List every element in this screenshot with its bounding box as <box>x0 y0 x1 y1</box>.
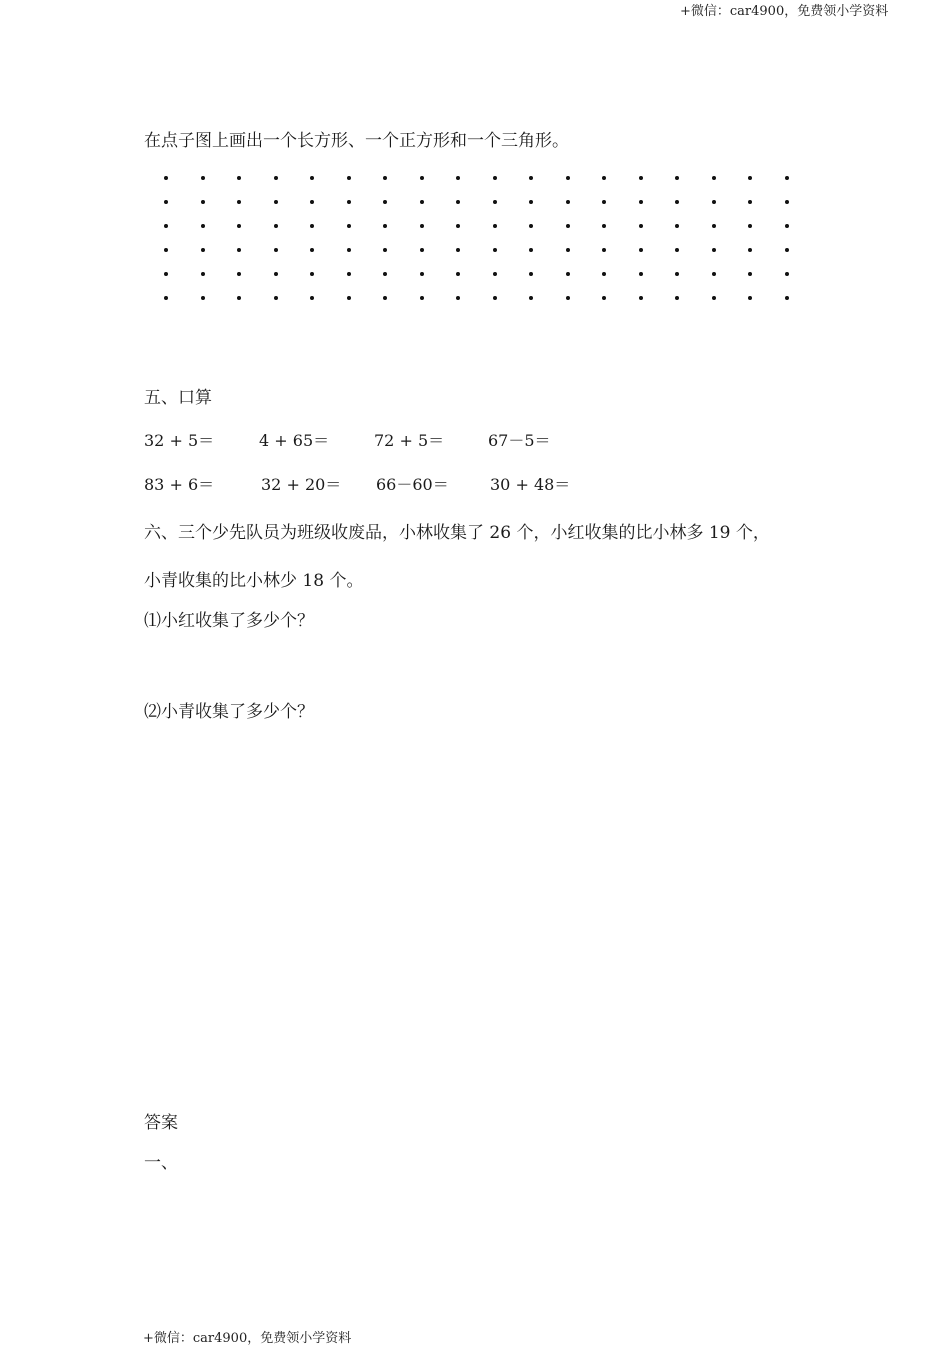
section6-question-1: ⑴小红收集了多少个？ <box>144 611 314 631</box>
grid-dot <box>420 176 424 180</box>
grid-dot <box>237 272 241 276</box>
grid-dot <box>602 224 606 228</box>
grid-dot <box>420 248 424 252</box>
grid-dot <box>164 176 168 180</box>
grid-dot <box>274 200 278 204</box>
page-footer: +微信：car4900，免费领小学资料 <box>143 1331 352 1346</box>
grid-dot <box>748 272 752 276</box>
grid-dot <box>310 248 314 252</box>
grid-dot <box>456 224 460 228</box>
math-item: 32 + 20＝ <box>261 475 342 494</box>
grid-dot <box>529 176 533 180</box>
section6-question-2: ⑵小青收集了多少个？ <box>144 702 314 722</box>
grid-dot <box>493 296 497 300</box>
grid-dot <box>164 272 168 276</box>
grid-dot <box>164 224 168 228</box>
grid-dot <box>493 224 497 228</box>
grid-dot <box>164 296 168 300</box>
grid-dot <box>237 296 241 300</box>
grid-dot <box>748 176 752 180</box>
section6-problem-line-1: 六、三个少先队员为班级收废品，小林收集了 26 个，小红收集的比小林多 19 个， <box>144 523 770 543</box>
grid-dot <box>712 224 716 228</box>
grid-dot <box>602 200 606 204</box>
grid-dot <box>748 296 752 300</box>
grid-dot <box>529 272 533 276</box>
grid-dot <box>675 176 679 180</box>
grid-dot <box>675 224 679 228</box>
grid-dot <box>675 200 679 204</box>
grid-dot <box>201 272 205 276</box>
grid-dot <box>347 248 351 252</box>
grid-dot <box>785 224 789 228</box>
grid-dot <box>566 248 570 252</box>
grid-dot <box>201 296 205 300</box>
math-item: 83 + 6＝ <box>144 475 215 494</box>
grid-dot <box>456 248 460 252</box>
grid-dot <box>602 176 606 180</box>
grid-dot <box>237 224 241 228</box>
grid-dot <box>712 200 716 204</box>
grid-dot <box>383 176 387 180</box>
grid-dot <box>420 224 424 228</box>
grid-dot <box>347 272 351 276</box>
page-header: +微信：car4900，免费领小学资料 <box>680 4 889 19</box>
section6-problem-line-2: 小青收集的比小林少 18 个。 <box>144 571 364 591</box>
grid-dot <box>493 248 497 252</box>
grid-dot <box>310 224 314 228</box>
grid-dot <box>712 296 716 300</box>
grid-dot <box>785 200 789 204</box>
grid-dot <box>639 176 643 180</box>
grid-dot <box>310 176 314 180</box>
math-item: 66－60＝ <box>376 475 449 494</box>
grid-dot <box>785 248 789 252</box>
grid-dot <box>748 224 752 228</box>
grid-dot <box>310 272 314 276</box>
grid-dot <box>529 200 533 204</box>
grid-dot <box>456 296 460 300</box>
grid-dot <box>347 176 351 180</box>
grid-dot <box>310 296 314 300</box>
grid-dot <box>493 272 497 276</box>
grid-dot <box>456 200 460 204</box>
grid-dot <box>420 200 424 204</box>
grid-dot <box>493 200 497 204</box>
grid-dot <box>785 272 789 276</box>
grid-dot <box>639 248 643 252</box>
math-item: 67－5＝ <box>488 431 551 450</box>
grid-dot <box>566 176 570 180</box>
grid-dot <box>274 224 278 228</box>
grid-dot <box>639 272 643 276</box>
grid-dot <box>274 248 278 252</box>
grid-dot <box>566 200 570 204</box>
grid-dot <box>529 296 533 300</box>
math-item: 30 + 48＝ <box>490 475 571 494</box>
grid-dot <box>529 224 533 228</box>
grid-dot <box>529 248 533 252</box>
grid-dot <box>310 200 314 204</box>
section5-title: 五、口算 <box>144 388 212 408</box>
grid-dot <box>164 248 168 252</box>
grid-dot <box>237 176 241 180</box>
grid-dot <box>274 296 278 300</box>
grid-dot <box>675 296 679 300</box>
grid-dot <box>675 248 679 252</box>
grid-dot <box>712 176 716 180</box>
grid-dot <box>639 224 643 228</box>
grid-dot <box>785 296 789 300</box>
grid-dot <box>201 200 205 204</box>
grid-dot <box>712 272 716 276</box>
grid-dot <box>566 272 570 276</box>
grid-dot <box>237 200 241 204</box>
answers-title: 答案 <box>144 1113 178 1133</box>
math-item: 4 + 65＝ <box>259 431 330 450</box>
grid-dot <box>201 176 205 180</box>
grid-dot <box>383 248 387 252</box>
grid-dot <box>347 224 351 228</box>
grid-dot <box>639 200 643 204</box>
grid-dot <box>602 296 606 300</box>
grid-dot <box>456 176 460 180</box>
grid-dot <box>201 248 205 252</box>
math-item: 32 + 5＝ <box>144 431 215 450</box>
grid-dot <box>383 296 387 300</box>
answer-item-1: 一、 <box>144 1153 178 1173</box>
grid-dot <box>347 296 351 300</box>
grid-dot <box>602 272 606 276</box>
grid-dot <box>237 248 241 252</box>
math-item: 72 + 5＝ <box>374 431 445 450</box>
grid-dot <box>456 272 460 276</box>
grid-dot <box>383 200 387 204</box>
grid-dot <box>420 296 424 300</box>
grid-dot <box>383 224 387 228</box>
grid-dot <box>201 224 205 228</box>
grid-dot <box>675 272 679 276</box>
grid-dot <box>420 272 424 276</box>
grid-dot <box>639 296 643 300</box>
grid-dot <box>383 272 387 276</box>
grid-dot <box>493 176 497 180</box>
grid-dot <box>785 176 789 180</box>
grid-dot <box>347 200 351 204</box>
grid-dot <box>602 248 606 252</box>
grid-dot <box>274 272 278 276</box>
grid-dot <box>566 296 570 300</box>
grid-dot <box>712 248 716 252</box>
grid-dot <box>274 176 278 180</box>
grid-dot <box>748 248 752 252</box>
grid-dot <box>748 200 752 204</box>
dot-grid <box>150 165 810 310</box>
dot-grid-instruction: 在点子图上画出一个长方形、一个正方形和一个三角形。 <box>144 131 569 151</box>
grid-dot <box>164 200 168 204</box>
grid-dot <box>566 224 570 228</box>
